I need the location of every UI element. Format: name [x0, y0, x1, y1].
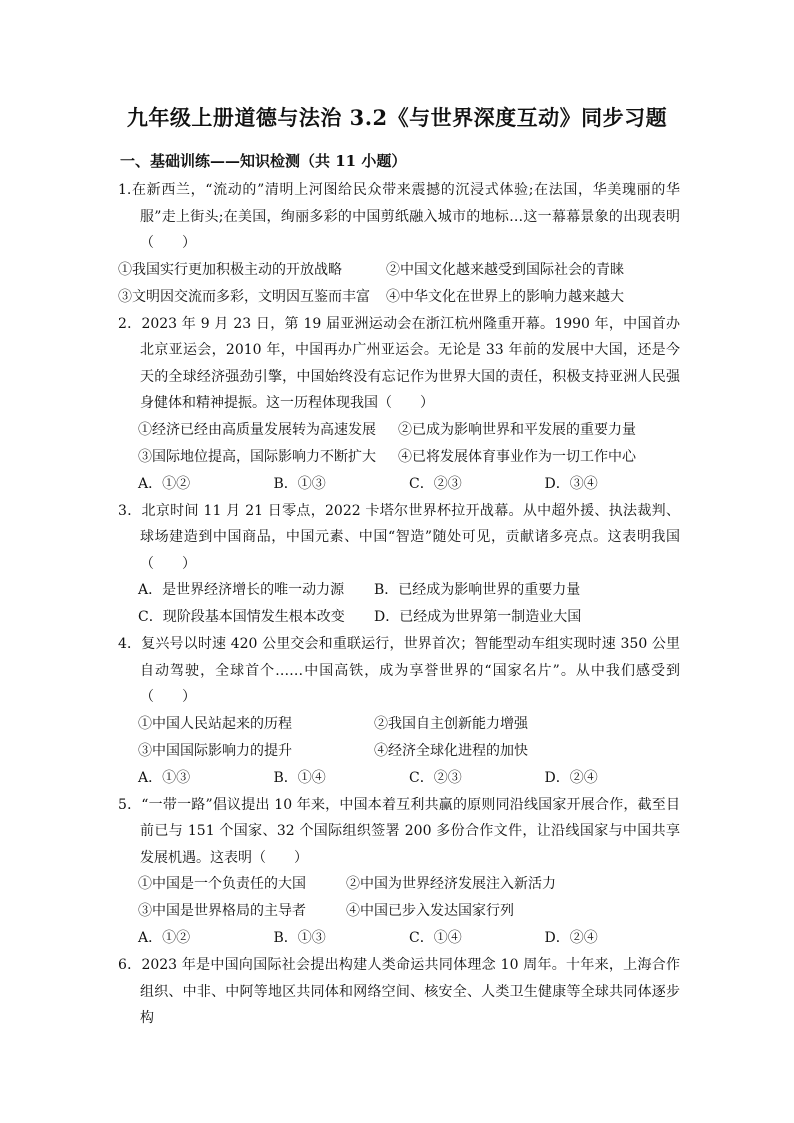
option-row [118, 577, 680, 604]
option: ①中国人民站起来的历程 [138, 715, 292, 732]
answer-choices [118, 925, 680, 952]
option-row [118, 738, 680, 765]
option: ③国际地位提高，国际影响力不断扩大 [138, 448, 376, 465]
question-stem: 3．北京时间 11 月 21 日零点，2022 卡塔尔世界杯拉开战幕。从中超外援、执法裁判、球场建造到中国商品，中国元素、中国“智造”随处可见，贡献诸多亮点。这表明我国（ ） [118, 502, 680, 572]
option-row [118, 711, 680, 738]
option-row [118, 604, 680, 631]
option-row [118, 898, 680, 925]
option: A．是世界经济增长的唯一动力源 [138, 582, 345, 598]
question-stem: 4．复兴号以时速 420 公里交会和重联运行，世界首次；智能型动车组实现时速 350 公里自动驾驶，全球首个……中国高铁，成为享誉世界的“国家名片”。从中我们感受到（ ） [118, 636, 680, 705]
choice-b: B．①③ [273, 930, 326, 946]
option-row [118, 871, 680, 898]
option: ①中国是一个负责任的大国 [138, 876, 306, 892]
question-1 [118, 177, 680, 311]
option: ①我国实行更加积极主动的开放战略 [118, 261, 342, 278]
option: B．已经成为影响世界的重要力量 [374, 582, 581, 598]
choice-a: A．①② [138, 475, 191, 492]
answer-choices [118, 765, 680, 792]
option: ②中国为世界经济发展注入新活力 [346, 876, 556, 892]
question-stem: 2．2023 年 9 月 23 日，第 19 届亚洲运动会在浙江杭州隆重开幕。1990 年，中国首办北京亚运会，2010 年，中国再办广州亚运会。无论是 33 年前的发展中大国，还是今天的全球经济强劲引擎，中国始终没有忘记作为世界大国的责任，积极支持亚洲人民强身健体和精神提振。这一历程体现我国（ ） [118, 315, 680, 411]
option-row [118, 257, 680, 284]
choice-a: A．①② [138, 930, 191, 946]
section-heading: 一、基础训练——知识检测（共 11 小题） [120, 152, 407, 170]
question-6 [118, 952, 680, 1032]
option: ④中国已步入发达国家行列 [346, 903, 514, 919]
option-row [118, 284, 680, 311]
choice-d: D．②④ [544, 769, 598, 786]
option: ④已将发展体育事业作为一切工作中心 [398, 448, 636, 465]
option: ③中国国际影响力的提升 [138, 742, 292, 759]
question-list [118, 177, 680, 1032]
choice-b: B．①③ [273, 475, 326, 492]
question-4 [118, 631, 680, 792]
question-stem: 1.在新西兰，“流动的”清明上河图给民众带来震撼的沉浸式体验;在法国，华美瑰丽的华服”走上街头;在美国，绚丽多彩的中国剪纸融入城市的地标…这一幕幕景象的出现表明（ ） [118, 182, 680, 251]
choice-c: C．②③ [409, 769, 462, 786]
option: ②中国文化越来越受到国际社会的青睐 [386, 261, 624, 278]
choice-c: C．①④ [409, 930, 462, 946]
question-stem: 5．“一带一路”倡议提出 10 年来，中国本着互利共赢的原则同沿线国家开展合作，截至目前已与 151 个国家、32 个国际组织签署 200 多份合作文件，让沿线国家与中国共享发展机遇。这表明（ ） [118, 796, 680, 866]
document-title: 九年级上册道德与法治 3.2《与世界深度互动》同步习题 [126, 105, 668, 130]
option-row [118, 417, 680, 444]
answer-choices [118, 471, 680, 498]
choice-d: D．③④ [544, 475, 598, 492]
option: ③文明因交流而多彩，文明因互鉴而丰富 [118, 288, 370, 305]
question-stem: 6．2023 年是中国向国际社会提出构建人类命运共同体理念 10 周年。十年来，上海合作组织、中非、中阿等地区共同体和网络空间、核安全、人类卫生健康等全球共同体逐步构 [118, 957, 680, 1026]
question-5 [118, 792, 680, 953]
option: D．已经成为世界第一制造业大国 [374, 609, 582, 625]
option-row [118, 444, 680, 471]
choice-a: A．①③ [138, 769, 191, 786]
option: C．现阶段基本国情发生根本改变 [138, 609, 345, 625]
choice-d: D．②④ [544, 930, 598, 946]
option: ③中国是世界格局的主导者 [138, 903, 306, 919]
choice-c: C．②③ [409, 475, 462, 492]
option: ④经济全球化进程的加快 [374, 742, 528, 759]
option: ②我国自主创新能力增强 [374, 715, 528, 732]
question-2 [118, 311, 680, 498]
option: ①经济已经由高质量发展转为高速发展 [138, 421, 376, 438]
option: ②已成为影响世界和平发展的重要力量 [398, 421, 636, 438]
question-3 [118, 498, 680, 632]
option: ④中华文化在世界上的影响力越来越大 [386, 288, 624, 305]
choice-b: B．①④ [273, 769, 326, 786]
